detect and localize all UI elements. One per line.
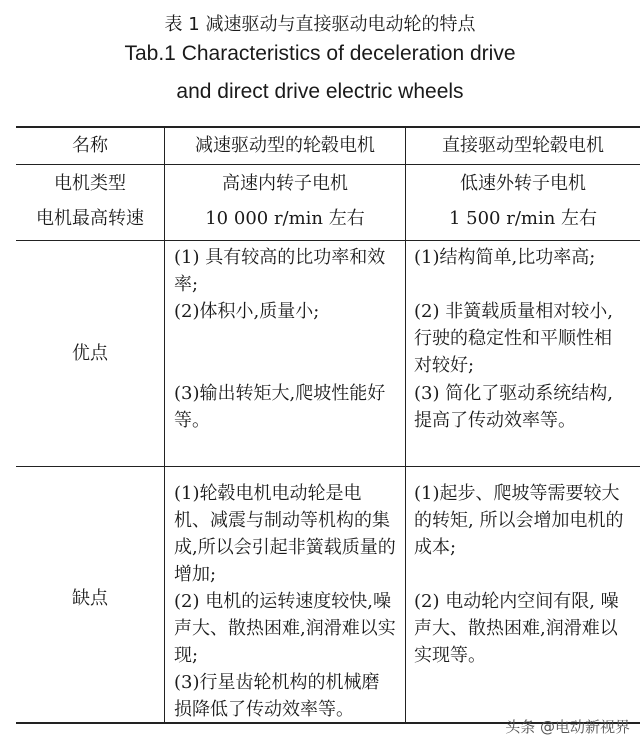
- row-max-speed-label: 电机最高转速: [36, 208, 144, 229]
- caption-en-line1: Tab.1 Characteristics of deceleration drive: [124, 42, 516, 65]
- row-motor-type-reduction: 高速内转子电机: [222, 173, 348, 194]
- dis-direct-2: (2) 电动轮内空间有限, 噪声大、散热困难,润滑难以实现等。: [414, 591, 619, 666]
- header-direct: 直接驱动型轮毂电机: [442, 135, 604, 156]
- dis-reduction-1: (1)轮毂电机电动轮是电机、减震与制动等机构的集成,所以会引起非簧载质量的增加;: [174, 483, 396, 585]
- watermark: 头条 @电动新视界: [505, 718, 630, 736]
- dis-reduction-3: (3)行星齿轮机构的机械磨损降低了传动效率等。: [174, 672, 380, 720]
- rule-header: [16, 164, 640, 165]
- adv-reduction-3: (3)输出转矩大,爬坡性能好等。: [174, 383, 386, 431]
- adv-reduction-2: (2)体积小,质量小;: [174, 301, 320, 322]
- dis-direct-1: (1)起步、爬坡等需要较大的转矩, 所以会增加电机的成本;: [414, 483, 624, 558]
- rule-rows: [16, 240, 640, 241]
- adv-direct-1: (1)结构简单,比功率高;: [414, 247, 596, 268]
- advantages-label: 优点: [72, 343, 108, 364]
- header-name: 名称: [72, 135, 108, 156]
- adv-direct-2: (2) 非簧载质量相对较小, 行驶的稳定性和平顺性相对较好;: [414, 301, 613, 376]
- row-max-speed-reduction: 10 000 r/min 左右: [205, 208, 365, 229]
- row-motor-type-label: 电机类型: [54, 173, 126, 194]
- rule-top: [16, 126, 640, 128]
- caption-en-line2: and direct drive electric wheels: [176, 80, 464, 103]
- adv-reduction-1: (1) 具有较高的比功率和效率;: [174, 247, 386, 295]
- rule-adv: [16, 466, 640, 467]
- adv-direct-3: (3) 简化了驱动系统结构, 提高了传动效率等。: [414, 383, 613, 431]
- caption-cn: 表 1 减速驱动与直接驱动电动轮的特点: [164, 14, 476, 35]
- row-max-speed-direct: 1 500 r/min 左右: [448, 208, 598, 229]
- disadvantages-label: 缺点: [72, 588, 108, 609]
- dis-reduction-2: (2) 电机的运转速度较快,噪声大、散热困难,润滑难以实现;: [174, 591, 396, 666]
- row-motor-type-direct: 低速外转子电机: [460, 173, 586, 194]
- header-reduction: 减速驱动型的轮毂电机: [195, 135, 375, 156]
